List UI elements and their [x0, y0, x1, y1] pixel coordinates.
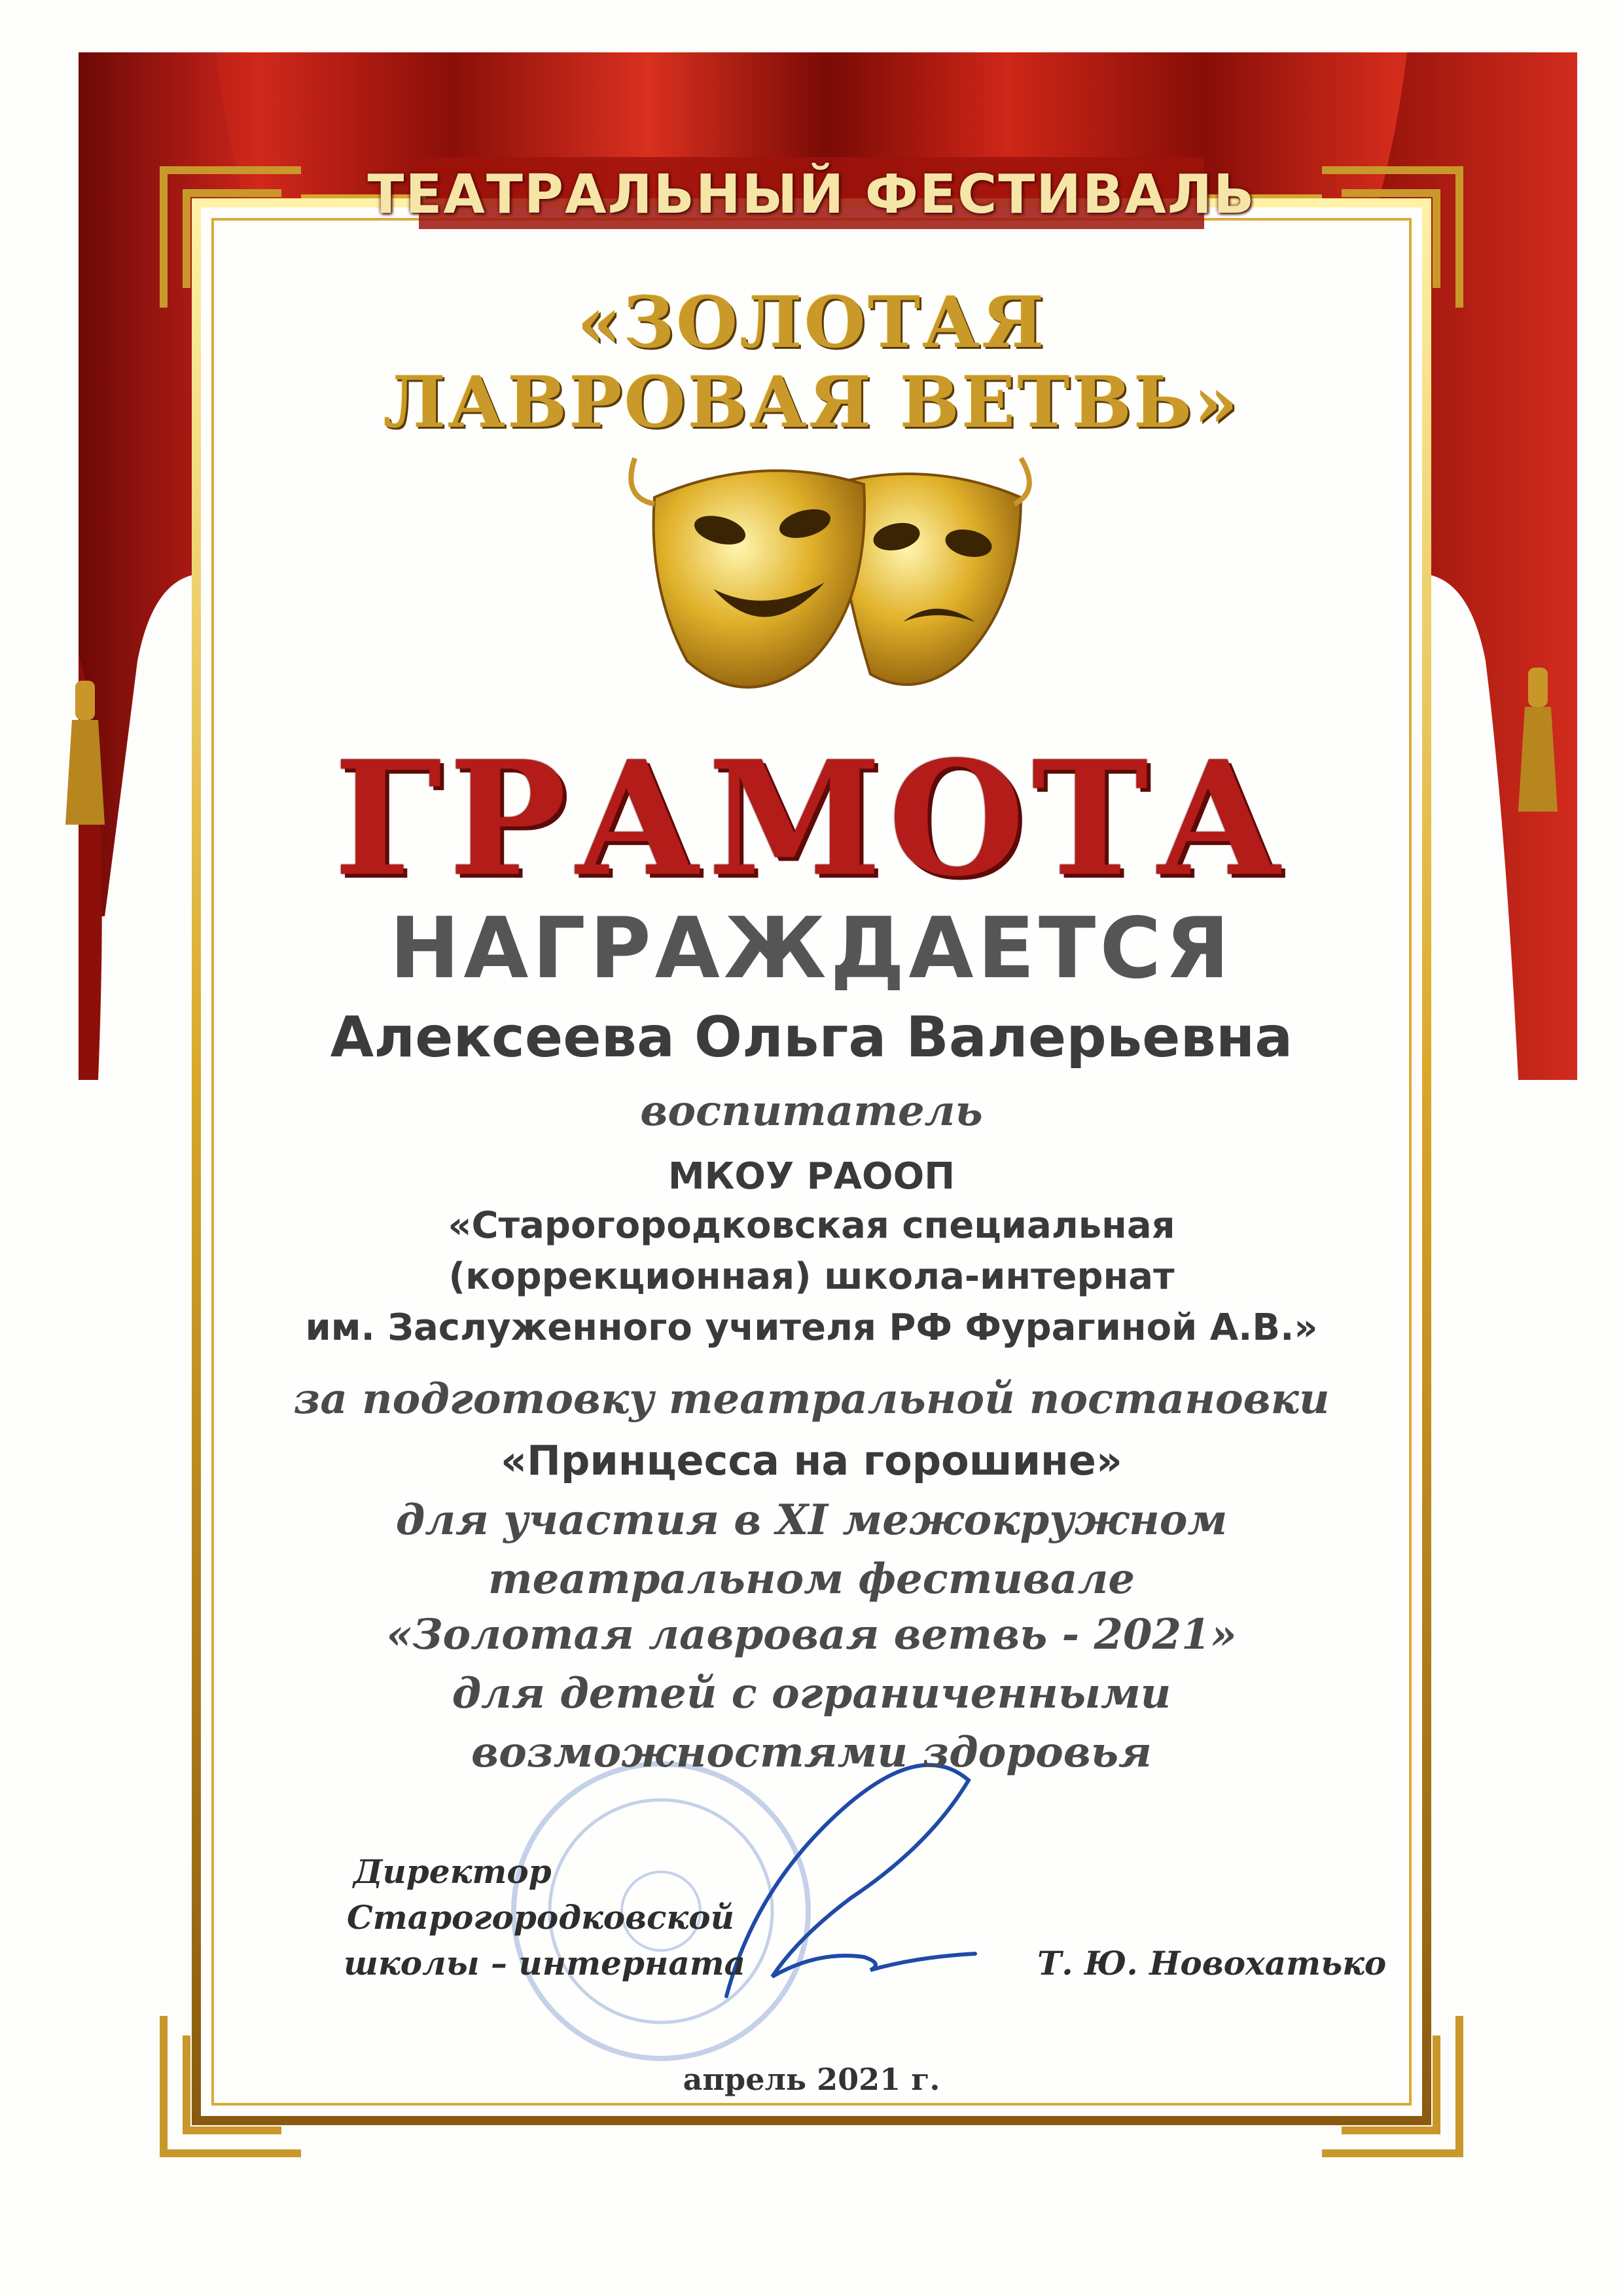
organization-line: «Старогородковская специальная [448, 1204, 1175, 1247]
director-name: Т. Ю. Новохатько [1037, 1944, 1387, 1982]
reason-line: «Золотая лавровая ветвь - 2021» [386, 1610, 1237, 1659]
signatory-title-line: Старогородковской [347, 1898, 734, 1937]
festival-label: ТЕАТРАЛЬНЫЙ ФЕСТИВАЛЬ [367, 164, 1256, 226]
reason-line: для детей с ограниченными [452, 1669, 1171, 1718]
organization-line: МКОУ РАООП [668, 1155, 955, 1198]
organization-line: (коррекционная) школа-интернат [448, 1255, 1175, 1298]
reason-line: театральном фестивале [488, 1554, 1135, 1604]
signatory-title-line: Директор [353, 1852, 552, 1891]
reason-line: для участия в XI межокружном [395, 1496, 1228, 1545]
certificate-heading: ГРАМОТА [333, 726, 1290, 911]
reason-line: за подготовку театральной постановки [293, 1374, 1330, 1424]
signatory-title-line: школы – интерната [344, 1944, 746, 1982]
awarded-label: НАГРАЖДАЕТСЯ [389, 900, 1234, 997]
festival-title-line-2: ЛАВРОВАЯ ВЕТВЬ» [383, 361, 1240, 444]
issue-date: апрель 2021 г. [683, 2062, 940, 2097]
festival-title-line-1: «ЗОЛОТАЯ [577, 281, 1046, 364]
recipient-position: воспитатель [640, 1086, 983, 1136]
recipient-name: Алексеева Ольга Валерьевна [330, 1005, 1293, 1070]
play-title: «Принцесса на горошине» [501, 1437, 1122, 1484]
organization-line: им. Заслуженного учителя РФ Фурагиной А.В.» [305, 1306, 1318, 1349]
reason-line: возможностями здоровья [471, 1728, 1152, 1777]
